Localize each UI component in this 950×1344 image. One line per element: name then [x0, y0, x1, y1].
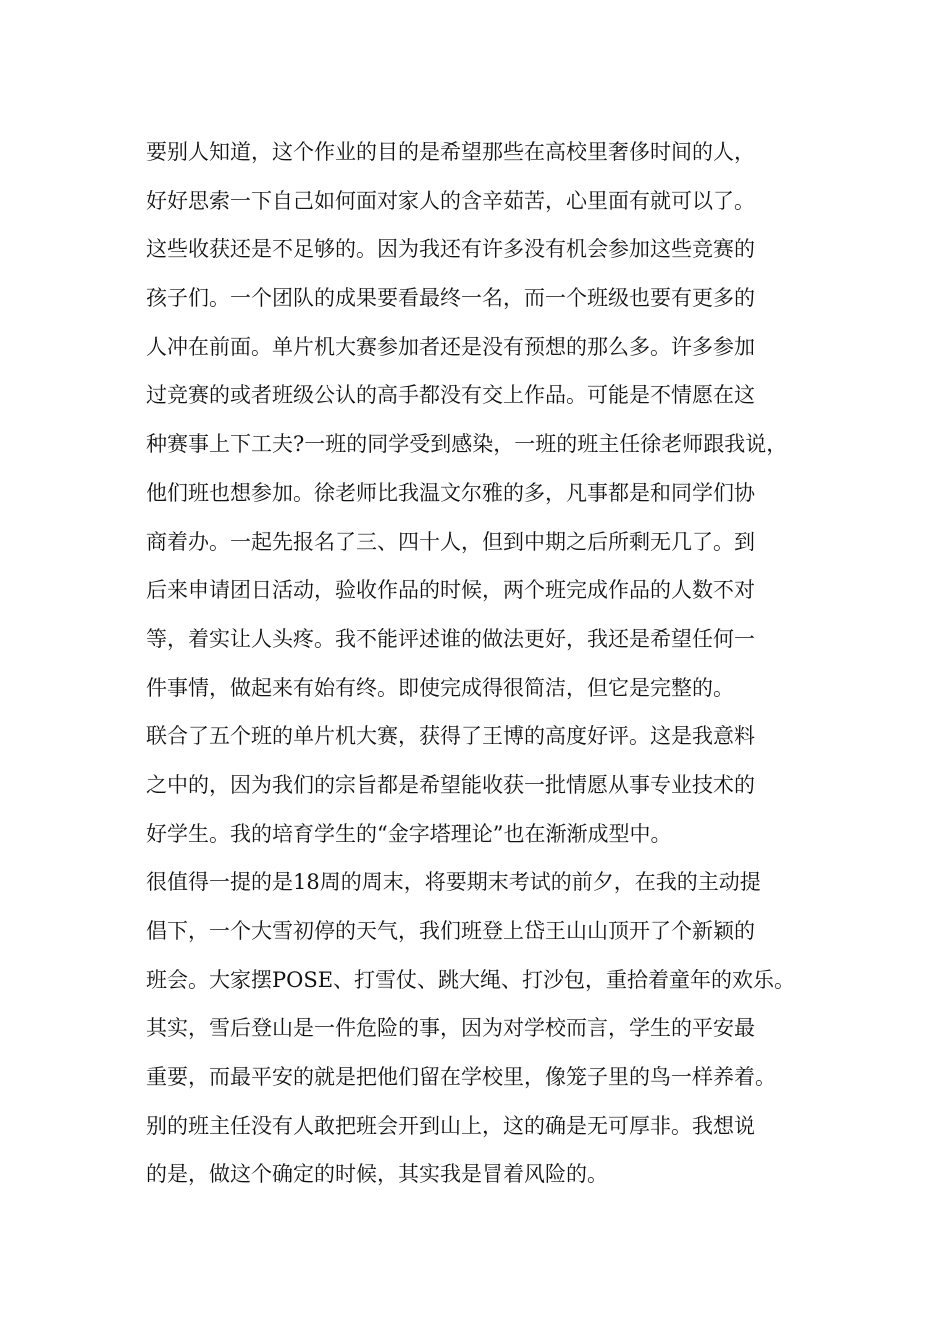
text-line: 种赛事上下工夫?一班的同学受到感染，一班的班主任徐老师跟我说，: [146, 432, 788, 457]
text-line: 其实，雪后登山是一件危险的事，因为对学校而言，学生的平安最: [146, 1016, 755, 1041]
text-line: 等，着实让人头疼。我不能评述谁的做法更好，我还是希望任何一: [146, 626, 755, 651]
text-line: 过竞赛的或者班级公认的高手都没有交上作品。可能是不情愿在这: [146, 383, 755, 408]
text-line: 别的班主任没有人敢把班会开到山上，这的确是无可厚非。我想说: [146, 1113, 755, 1138]
body-text: [146, 128, 836, 1199]
text-line: 件事情，做起来有始有终。即使完成得很简洁，但它是完整的。: [146, 675, 734, 700]
text-line: 联合了五个班的单片机大赛，获得了王博的高度好评。这是我意料: [146, 724, 755, 749]
text-line: 这些收获还是不足够的。因为我还有许多没有机会参加这些竞赛的: [146, 237, 755, 262]
text-line: 后来申请团日活动，验收作品的时候，两个班完成作品的人数不对: [146, 578, 755, 603]
text-line: 之中的，因为我们的宗旨都是希望能收获一批情愿从事专业技术的: [146, 772, 755, 797]
text-line: 人冲在前面。单片机大赛参加者还是没有预想的那么多。许多参加: [146, 334, 755, 359]
text-line: 的是，做这个确定的时候，其实我是冒着风险的。: [146, 1162, 608, 1187]
text-line: 好学生。我的培育学生的“金字塔理论”也在渐渐成型中。: [146, 821, 672, 846]
text-line: 倡下，一个大雪初停的天气，我们班登上岱王山山顶开了个新颖的: [146, 919, 755, 943]
text-line: 很值得一提的是18周的周末，将要期末考试的前夕，在我的主动提: [146, 870, 761, 895]
text-line: 要别人知道，这个作业的目的是希望那些在高校里奢侈时间的人，: [146, 140, 755, 164]
text-line: 班会。大家摆POSE、打雪仗、跳大绳、打沙包，重拾着童年的欢乐。: [146, 967, 796, 992]
text-line: 重要，而最平安的就是把他们留在学校里，像笼子里的鸟一样养着。: [146, 1065, 776, 1090]
text-line: 他们班也想参加。徐老师比我温文尔雅的多，凡事都是和同学们协: [146, 480, 755, 505]
text-line: 孩子们。一个团队的成果要看最终一名，而一个班级也要有更多的: [146, 286, 755, 311]
text-line: 好好思索一下自己如何面对家人的含辛茹苦，心里面有就可以了。: [146, 188, 755, 213]
text-line: 商着办。一起先报名了三、四十人，但到中期之后所剩无几了。到: [146, 529, 755, 554]
